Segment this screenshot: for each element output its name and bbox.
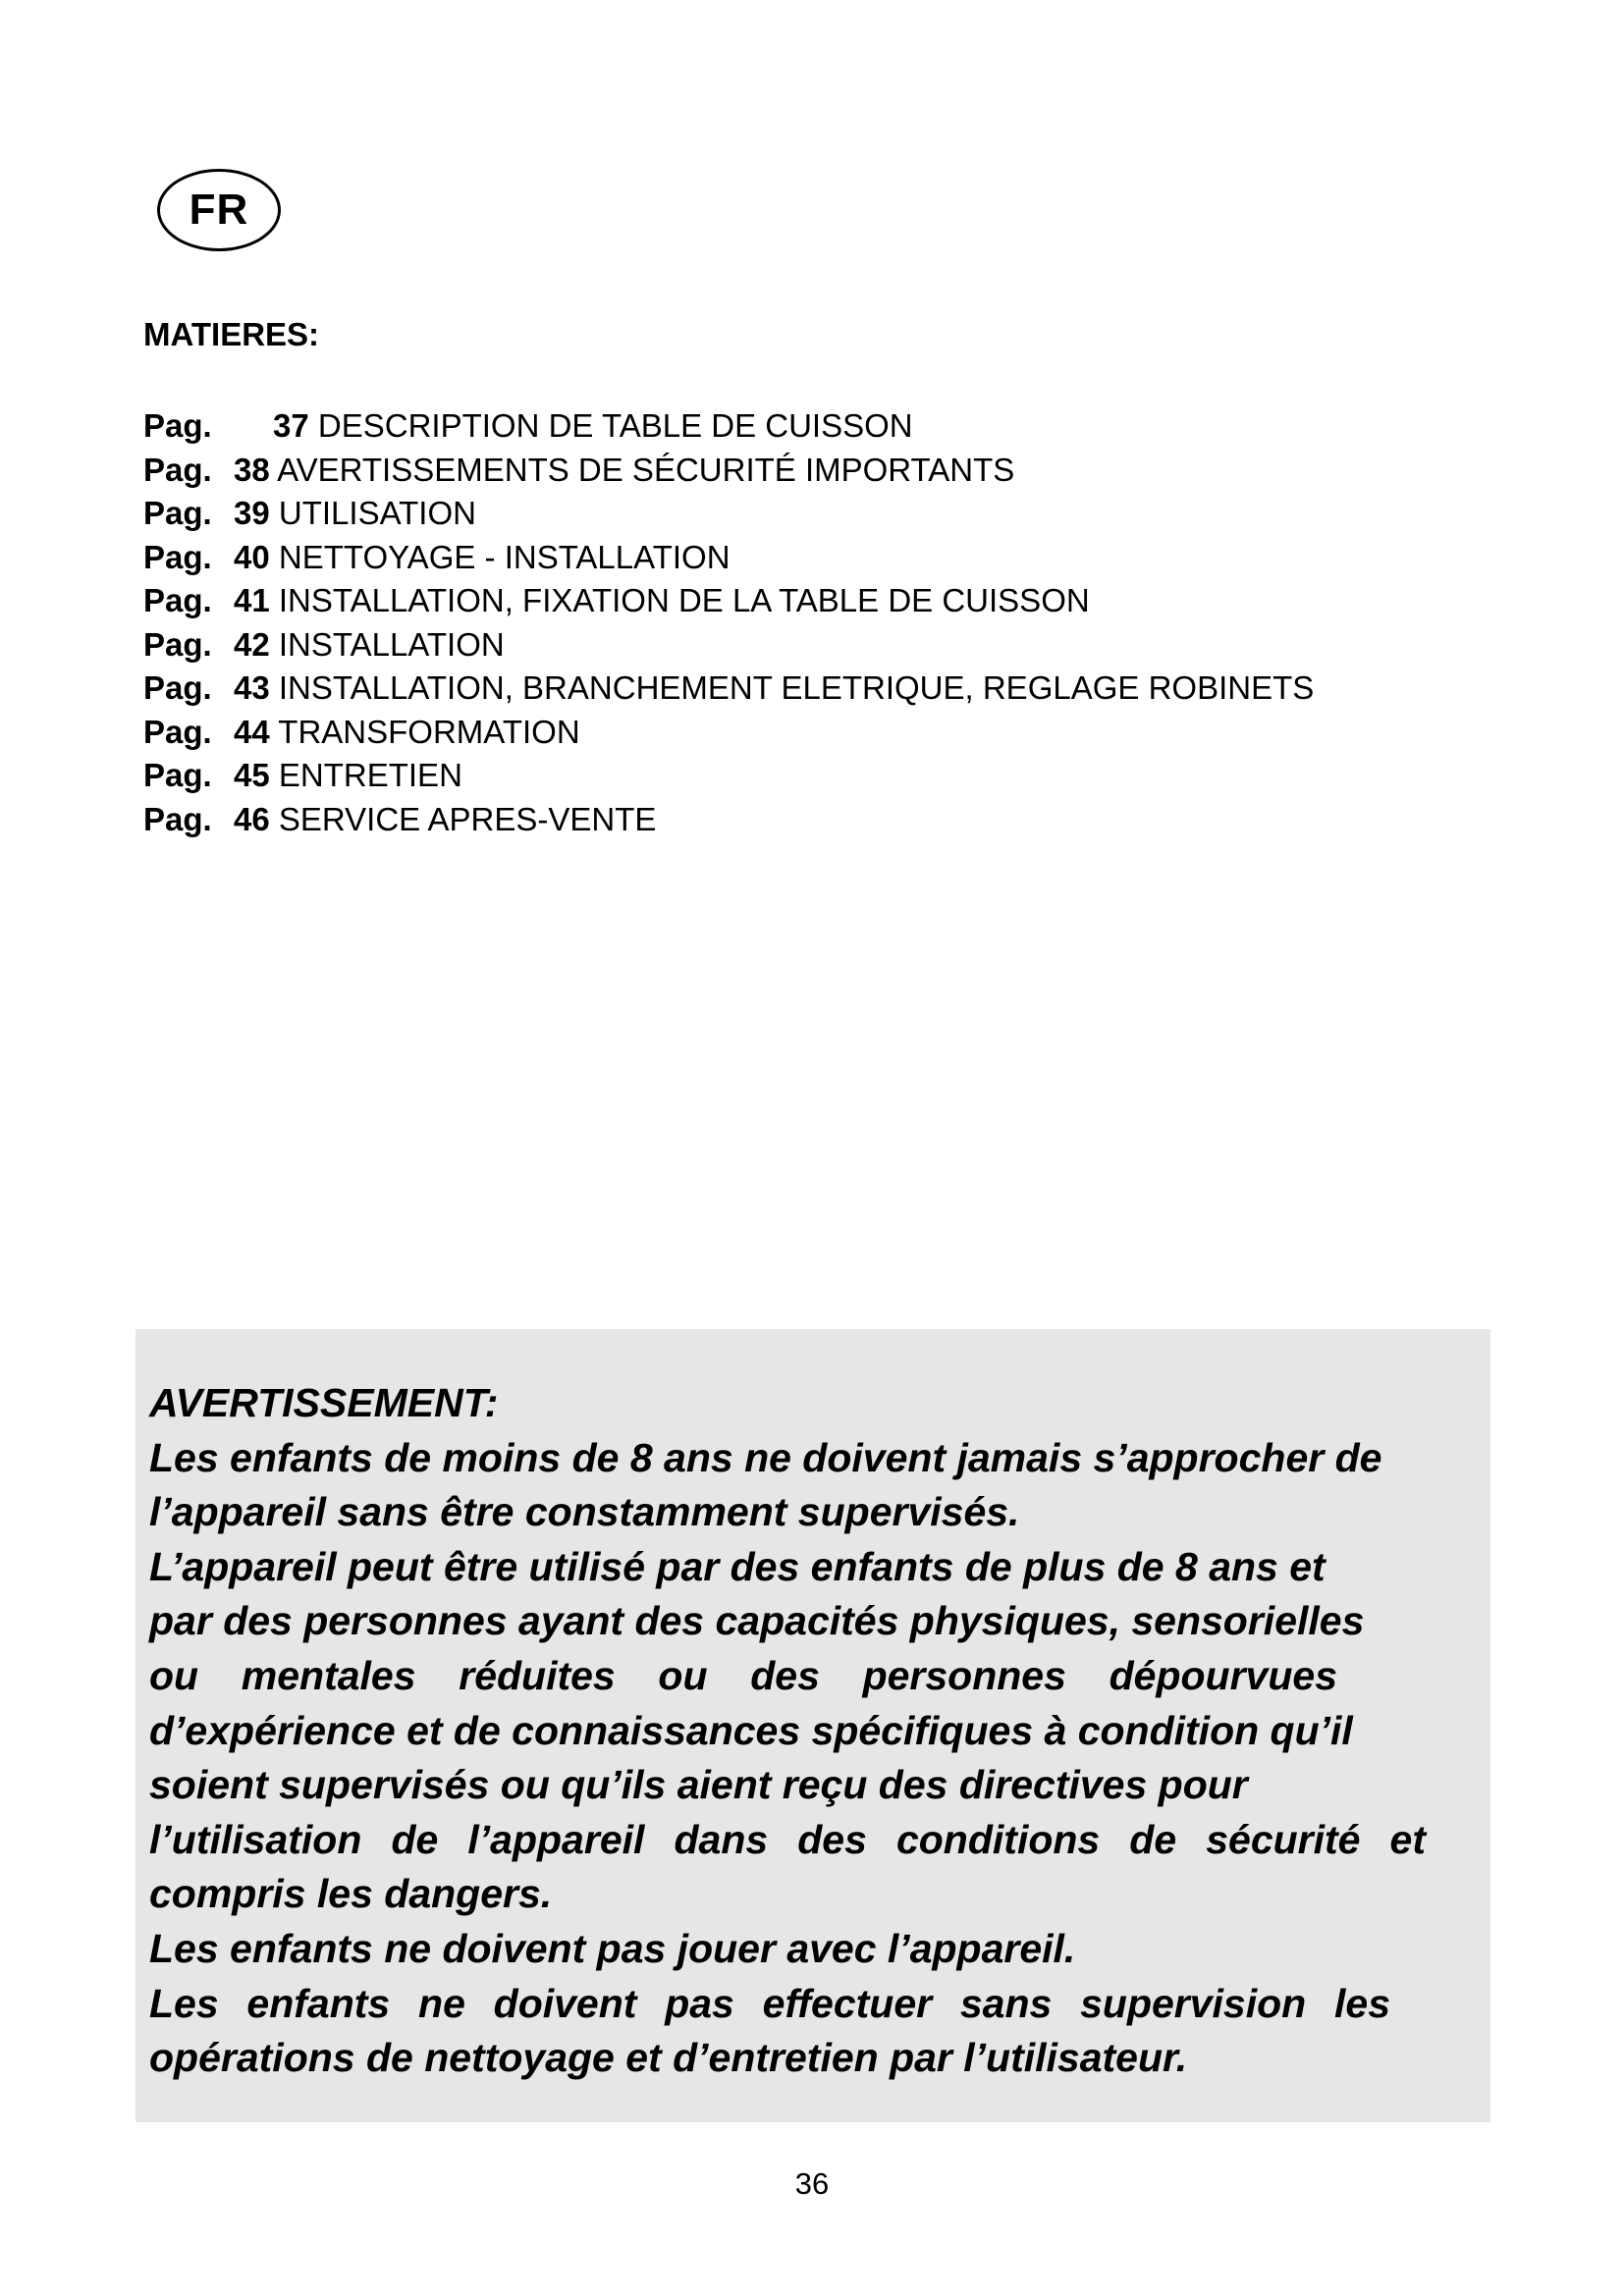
toc-entry (143, 798, 1314, 842)
toc-entry (143, 667, 1314, 711)
warning-line: L’appareil peut être utilisé par des enfants de plus de 8 ans et (149, 1543, 1326, 1589)
toc-entry (143, 711, 1314, 755)
toc-title: ENTRETIEN (278, 757, 462, 793)
toc-page-number: 46 (234, 800, 270, 837)
toc-title: INSTALLATION (278, 625, 505, 663)
warning-line: soient supervisés ou qu’ils aient reçu des directives pour (149, 1762, 1248, 1808)
toc-entry (143, 492, 1314, 536)
warning-line: l’appareil sans être constamment supervisés. (149, 1489, 1020, 1535)
warning-line: Les enfants ne doivent pas jouer avec l’appareil. (149, 1925, 1076, 1971)
toc-page-number: 45 (234, 757, 270, 793)
toc-page-number: 38 (234, 451, 270, 488)
toc-prefix: Pag. (143, 625, 212, 663)
toc-prefix: Pag. (143, 451, 212, 488)
table-of-contents (143, 404, 1314, 841)
toc-prefix: Pag. (143, 495, 212, 531)
warning-line: d’expérience et de connaissances spécifiques à condition qu’il (149, 1707, 1353, 1753)
toc-page-number: 39 (234, 495, 270, 531)
warning-line: ou mentales réduites ou des personnes dépourvues (149, 1652, 1337, 1698)
toc-prefix: Pag. (143, 538, 212, 575)
toc-prefix: Pag. (143, 582, 212, 618)
toc-title: UTILISATION (278, 495, 476, 531)
toc-page-number: 41 (234, 582, 270, 618)
toc-title: INSTALLATION, BRANCHEMENT ELETRIQUE, REGLAGE ROBINETS (278, 669, 1315, 706)
warning-line: par des personnes ayant des capacités physiques, sensorielles (149, 1598, 1365, 1644)
toc-title: NETTOYAGE - INSTALLATION (278, 538, 731, 575)
toc-entry (143, 404, 1314, 449)
toc-prefix: Pag. (143, 800, 212, 837)
warning-line: Les enfants de moins de 8 ans ne doivent jamais s’approcher de (149, 1434, 1382, 1480)
toc-title: INSTALLATION, FIXATION DE LA TABLE DE CUISSON (278, 582, 1090, 618)
toc-title: SERVICE APRES-VENTE (278, 800, 657, 837)
toc-page-number: 40 (234, 538, 270, 575)
warning-box (135, 1329, 1490, 2122)
toc-prefix: Pag. (143, 757, 212, 793)
warning-line: l’utilisation de l’appareil dans des conditions de sécurité et (149, 1816, 1426, 1862)
warning-line: Les enfants ne doivent pas effectuer sans supervision les (149, 1980, 1390, 2026)
toc-heading: MATIERES: (143, 316, 320, 352)
warning-line: compris les dangers. (149, 1871, 553, 1917)
warning-line: opérations de nettoyage et d’entretien par l’utilisateur. (149, 2035, 1188, 2081)
toc-entry (143, 536, 1314, 580)
toc-page-number: 37 (273, 407, 309, 444)
toc-entry (143, 579, 1314, 623)
toc-title: TRANSFORMATION (278, 713, 580, 750)
toc-page-number: 42 (234, 625, 270, 663)
toc-prefix: Pag. (143, 669, 212, 706)
toc-title: DESCRIPTION DE TABLE DE CUISSON (317, 407, 913, 444)
toc-prefix: Pag. (143, 713, 212, 750)
toc-entry (143, 754, 1314, 798)
toc-prefix: Pag. (143, 407, 212, 444)
language-code: FR (189, 186, 249, 234)
warning-title: AVERTISSEMENT: (149, 1380, 499, 1425)
language-badge (157, 169, 281, 251)
toc-page-number: 43 (234, 669, 270, 706)
toc-entry (143, 449, 1314, 493)
toc-title: AVERTISSEMENTS DE SÉCURITÉ IMPORTANTS (277, 451, 1015, 488)
toc-page-number: 44 (234, 713, 270, 750)
page-number: 36 (794, 2166, 830, 2201)
toc-entry (143, 623, 1314, 667)
